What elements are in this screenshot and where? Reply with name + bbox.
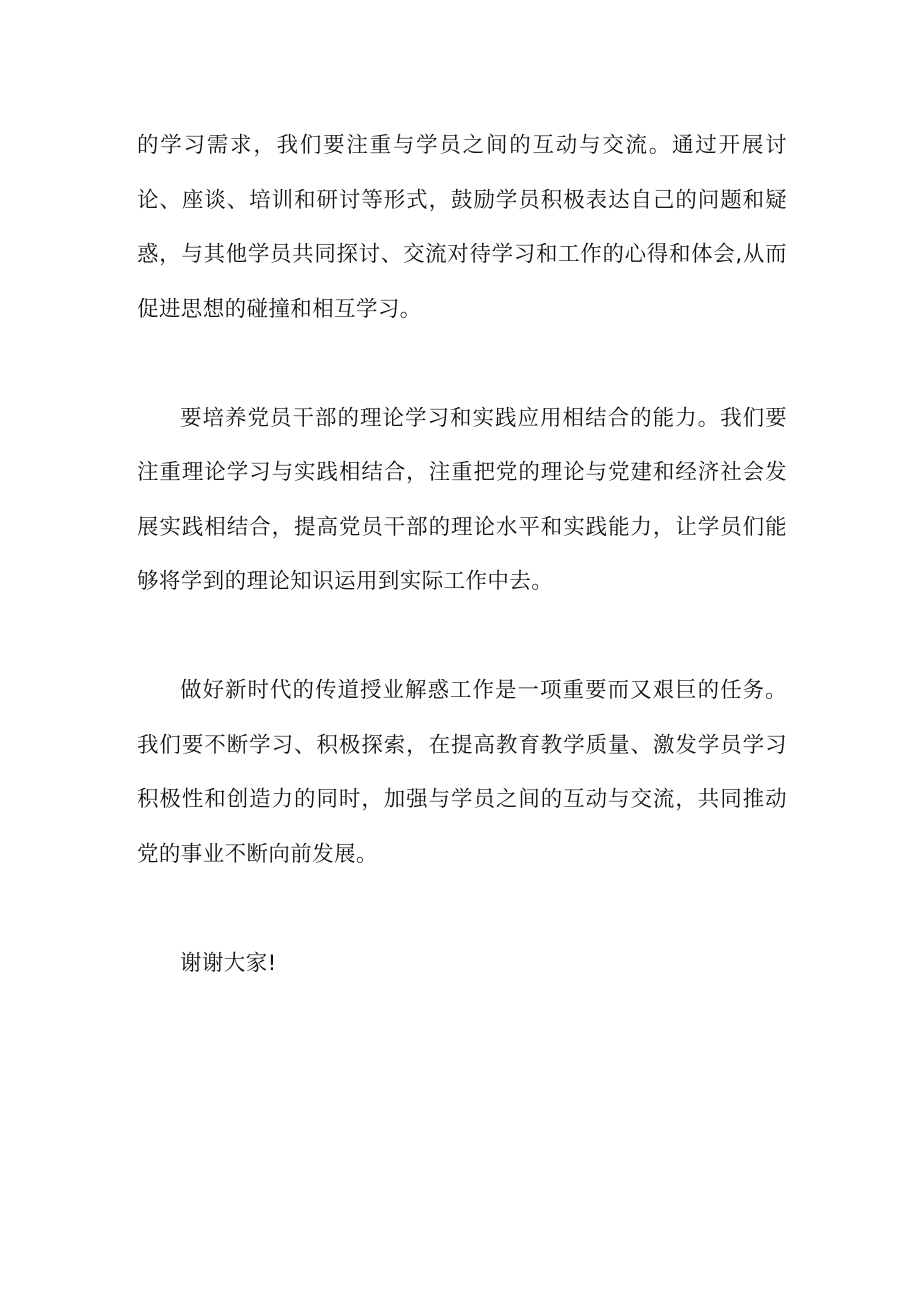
paragraph-theory-practice: 要培养党员干部的理论学习和实践应用相结合的能力。我们要注重理论学习与实践相结合，注重把党的理论与党建和经济社会发展实践相结合，提高党员干部的理论水平和实践能力，让学员们能够将学到的理论知识运用到实际工作中去。 xyxy=(137,405,787,594)
paragraph-new-era-task: 做好新时代的传道授业解惑工作是一项重要而又艰巨的任务。我们要不断学习、积极探索，在提高教育教学质量、激发学员学习积极性和创造力的同时，加强与学员之间的互动与交流，共同推动党的事业不断向前发展。 xyxy=(137,678,787,867)
document-body xyxy=(137,119,787,991)
paragraph-continuation: 的学习需求，我们要注重与学员之间的互动与交流。通过开展讨论、座谈、培训和研讨等形式，鼓励学员积极表达自己的问题和疑惑，与其他学员共同探讨、交流对待学习和工作的心得和体会,从而促进思想的碰撞和相互学习。 xyxy=(137,133,787,322)
paragraph-thanks: 谢谢大家! xyxy=(180,950,277,976)
